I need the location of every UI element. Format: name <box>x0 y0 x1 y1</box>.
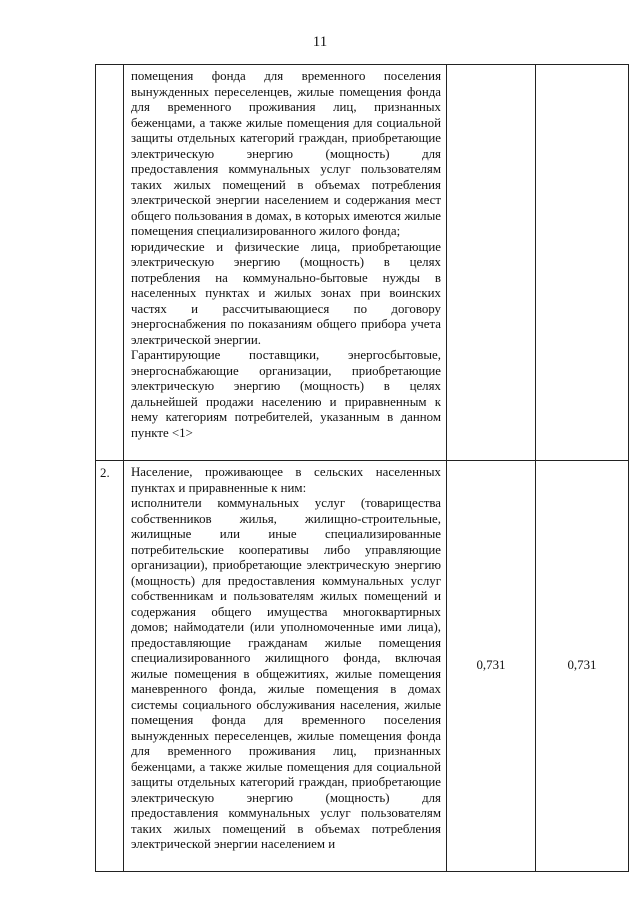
value-cell-2 <box>536 65 629 461</box>
value-cell-2: 0,731 <box>536 461 629 872</box>
row-number-cell <box>96 65 124 461</box>
paragraph: помещения фонда для временного поселения вынужденных переселенцев, жилые помещения фонда для временного проживания лиц, признанных беженцами, а также жилые помещения для социальной защиты отдельных категорий граждан, приобретающие электрическую энергию (мощность) для предоставления коммунальных услуг пользователям таких жилых помещений в объемах потребления электрической энергии населением и содержания мест общего пользования в домах, в которых имеются жилые помещения специализированного жилого фонда; <box>131 69 441 238</box>
paragraph: Население, проживающее в сельских населенных пунктах и приравненные к ним: <box>131 465 441 495</box>
tariff-table <box>95 64 629 872</box>
page-number: 11 <box>312 34 328 50</box>
row-number-cell: 2. <box>96 461 124 872</box>
paragraph: исполнители коммунальных услуг (товарищества собственников жилья, жилищно-строительные, жилищные или иные специализированные потребительские кооперативы либо управляющие организации), приобретающие электрическую энергию (мощность) для предоставления коммунальных услуг собственникам и пользователям жилых помещений и содержания общего имущества многоквартирных домов; наймодатели (или уполномоченные ими лица), предоставляющие гражданам жилые помещения специализированного жилищного фонда, включая жилые помещения в общежитиях, жилые помещения маневренного фонда, жилые помещения в домах системы социального обслуживания населения, жилые помещения фонда для временного поселения вынужденных переселенцев, жилые помещения фонда для временного проживания лиц, признанных беженцами, а также жилые помещения для социальной защиты отдельных категорий граждан, приобретающие электрическую энергию (мощность) для предоставления коммунальных услуг пользователям таких жилых помещений в объемах потребления электрической энергии населением и <box>131 496 441 851</box>
value-cell-1 <box>447 65 536 461</box>
row-description-cell <box>124 461 447 872</box>
table-row <box>96 461 629 872</box>
paragraph: юридические и физические лица, приобретающие электрическую энергию (мощность) в целях потребления на коммунально-бытовые нужды в населенных пунктах и жилых зонах при воинских частях и рассчитывающиеся по договору энергоснабжения по показаниям общего прибора учета электрической энергии. <box>131 239 441 347</box>
row-description-cell <box>124 65 447 461</box>
table-row <box>96 65 629 461</box>
paragraph: Гарантирующие поставщики, энергосбытовые, энергоснабжающие организации, приобретающие электрическую энергию (мощность) в целях дальнейшей продажи населению и приравненным к нему категориям потребителей, указанным в данном пункте <1> <box>131 348 441 440</box>
value-cell-1: 0,731 <box>447 461 536 872</box>
